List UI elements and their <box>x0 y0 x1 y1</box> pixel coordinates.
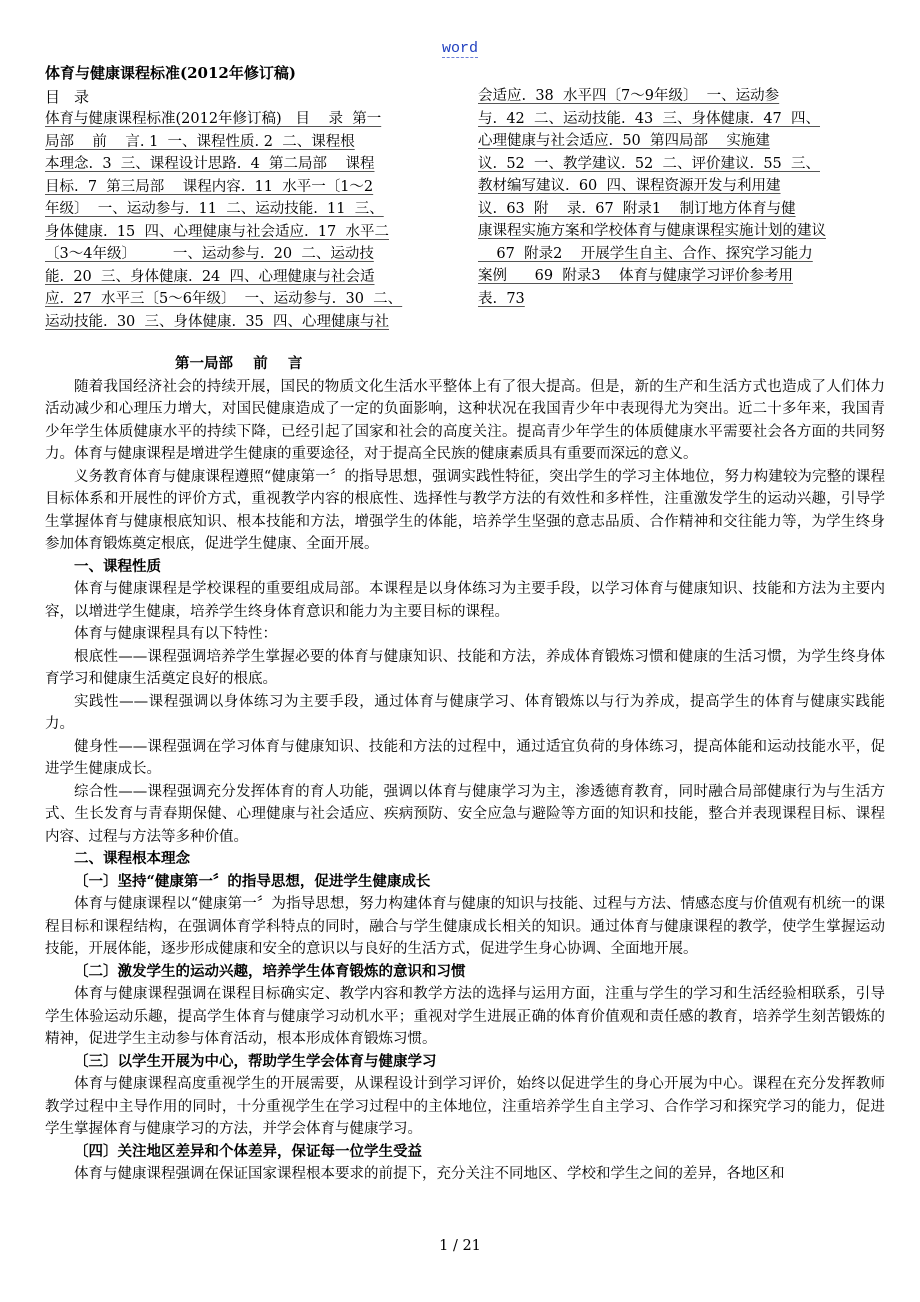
paragraph: 体育与健康课程具有以下特性： <box>74 626 277 642</box>
paragraph: 体育与健康课程以“健康第一〞为指导思想，努力构建体育与健康的知识与技能、过程与方法、情感态度与价值观有机统一的课程目标和课程结构，在强调体育学科特点的同时，融合与学生健康成长相关的知识。通过体育与健康课程的教学，使学生掌握运动技能，开展体能，逐步形成健康和安全的意识以与良好的生活方式，促进学生身心协调、全面地开展。 <box>45 896 885 957</box>
toc-link[interactable]: 67 附录2 开展学生自主、合作、探究学习能力 <box>478 245 813 262</box>
toc-link[interactable]: 身体健康. 15 四、心理健康与社会适应. 17 水平二 <box>45 223 389 240</box>
subsection-heading: 〔三〕以学生开展为中心，帮助学生学会体育与健康学习 <box>74 1052 437 1070</box>
toc-link[interactable]: 会适应. 38 水平四〔7～9年级〕 一、运动参 <box>478 88 780 104</box>
toc-label: 目录 <box>45 88 104 106</box>
part1-heading: 第一局部 前 言 <box>175 355 303 372</box>
toc-link[interactable]: 表. 73 <box>478 290 525 307</box>
toc-link[interactable]: 教材编写建议. 60 四、课程资源开发与利用建 <box>478 178 781 194</box>
paragraph: 健身性——课程强调在学习体育与健康知识、技能和方法的过程中，通过适宜负荷的身体练习，提高体能和运动技能水平，促进学生健康成长。 <box>45 738 885 777</box>
toc-link[interactable]: 能. 20 三、身体健康. 24 四、心理健康与社会适 <box>45 268 375 285</box>
paragraph: 体育与健康课程强调在保证国家课程根本要求的前提下，充分关注不同地区、学校和学生之间的差异，各地区和 <box>74 1166 785 1182</box>
toc-right-column <box>478 85 888 310</box>
toc-link[interactable]: 与. 42 二、运动技能. 43 三、身体健康. 47 四、 <box>478 110 820 127</box>
paragraph: 综合性——课程强调充分发挥体育的育人功能，强调以体育与健康学习为主，渗透德育教育，同时融合局部健康行为与生活方式、生长发育与青春期保健、心理健康与社会适应、疾病预防、安全应急与避险等方面的知识和技能，整合并表现课程目标、课程内容、过程与方法等多种价值。 <box>45 783 885 845</box>
paragraph: 体育与健康课程高度重视学生的开展需要，从课程设计到学习评价，始终以促进学生的身心开展为中心。课程在充分发挥教师教学过程中主导作用的同时，十分重视学生在学习过程中的主体地位，注重培养学生自主学习、合作学习和探究学习的能力，促进学生掌握体育与健康学习的方法，并学会体育与健康学习。 <box>45 1076 885 1137</box>
toc-link[interactable]: 议. 63 附 录. 67 附录1 制订地方体育与健 <box>478 200 796 217</box>
toc-link[interactable]: 康课程实施方案和学校体育与健康课程实施计划的建议 <box>478 223 826 239</box>
subsection-heading: 〔一〕坚持“健康第一〞的指导思想，促进学生健康成长 <box>74 872 431 890</box>
toc-link[interactable]: 〔3～4年级〕 一、运动参与. 20 二、运动技 <box>45 246 374 262</box>
header-word-label: word <box>441 40 478 57</box>
toc-link[interactable]: 心理健康与社会适应. 50 第四局部 实施建 <box>478 133 770 149</box>
section-heading: 一、课程性质 <box>74 557 161 575</box>
toc-link[interactable]: 议. 52 一、教学建议. 52 二、评价建议. 55 三、 <box>478 155 820 172</box>
paragraph: 体育与健康课程是学校课程的重要组成局部。本课程是以身体练习为主要手段，以学习体育与健康知识、技能和方法为主要内容，以增进学生健康，培养学生终身体育意识和能力为主要目标的课程。 <box>45 581 885 620</box>
paragraph: 实践性——课程强调以身体练习为主要手段，通过体育与健康学习、体育锻炼以与行为养成，提高学生的体育与健康实践能力。 <box>45 693 885 732</box>
toc-link[interactable]: 年级〕 一、运动参与. 11 二、运动技能. 11 三、 <box>45 201 384 217</box>
paragraph: 根底性——课程强调培养学生掌握必要的体育与健康知识、技能和方法，养成体育锻炼习惯和健康的生活习惯，为学生终身体育学习和健康生活奠定良好的根底。 <box>45 648 885 687</box>
toc-link[interactable]: 应. 27 水平三〔5～6年级〕 一、运动参与. 30 二、 <box>45 291 403 307</box>
section-heading: 二、课程根本理念 <box>74 850 190 867</box>
page-number: 1 / 21 <box>439 1238 481 1254</box>
document-title: 体育与健康课程标准(2012年修订稿) <box>45 64 296 82</box>
toc-link[interactable]: 案例 69 附录3 体育与健康学习评价参考用 <box>478 268 793 284</box>
paragraph: 体育与健康课程强调在课程目标确实定、教学内容和教学方法的选择与运用方面，注重与学生的学习和生活经验相联系，引导学生体验运动乐趣，提高学生体育与健康学习动机水平；重视对学生进展正确的体育价值观和责任感的教育，培养学生刻苦锻炼的精神，促进学生主动参与体育活动，根本形成体育锻炼习惯。 <box>45 986 885 1047</box>
toc-link[interactable]: 本理念. 3 三、课程设计思路. 4 第二局部 课程 <box>45 156 375 172</box>
subsection-heading: 〔四〕关注地区差异和个体差异，保证每一位学生受益 <box>74 1142 422 1160</box>
document-body <box>45 353 885 1186</box>
toc-link[interactable]: 运动技能. 30 三、身体健康. 35 四、心理健康与社 <box>45 313 389 330</box>
toc-left-column <box>45 108 455 333</box>
toc-link[interactable]: 局部 前 言. 1 一、课程性质. 2 二、课程根 <box>45 133 355 150</box>
paragraph: 义务教育体育与健康课程遵照“健康第一〞的指导思想，强调实践性特征，突出学生的学习主体地位，努力构建较为完整的课程目标体系和开展性的评价方式，重视教学内容的根底性、选择性与教学方法的有效性和多样性，注重激发学生的运动兴趣，引导学生掌握体育与健康根底知识、根本技能和方法，增强学生的体能，培养学生坚强的意志品质、合作精神和交往能力等，为学生终身参加体育锻炼奠定根底，促进学生健康、全面开展。 <box>45 468 885 552</box>
paragraph: 随着我国经济社会的持续开展，国民的物质文化生活水平整体上有了很大提高。但是，新的生产和生活方式也造成了人们体力活动减少和心理压力增大，对国民健康造成了一定的负面影响，这种状况在我国青少年中表现得尤为突出。近二十多年来，我国青少年学生体质健康水平的持续下降，已经引起了国家和社会的高度关注。提高青少年学生的体质健康水平需要社会各方面的共同努力。体育与健康课程是增进学生健康的重要途径，对于提高全民族的健康素质具有重要而深远的意义。 <box>45 378 885 462</box>
toc-link[interactable]: 体育与健康课程标准(2012年修订稿) 目 录 第一 <box>45 111 382 127</box>
subsection-heading: 〔二〕激发学生的运动兴趣，培养学生体育锻炼的意识和习惯 <box>74 962 466 980</box>
toc-link[interactable]: 目标. 7 第三局部 课程内容. 11 水平一〔1～2 <box>45 178 374 195</box>
